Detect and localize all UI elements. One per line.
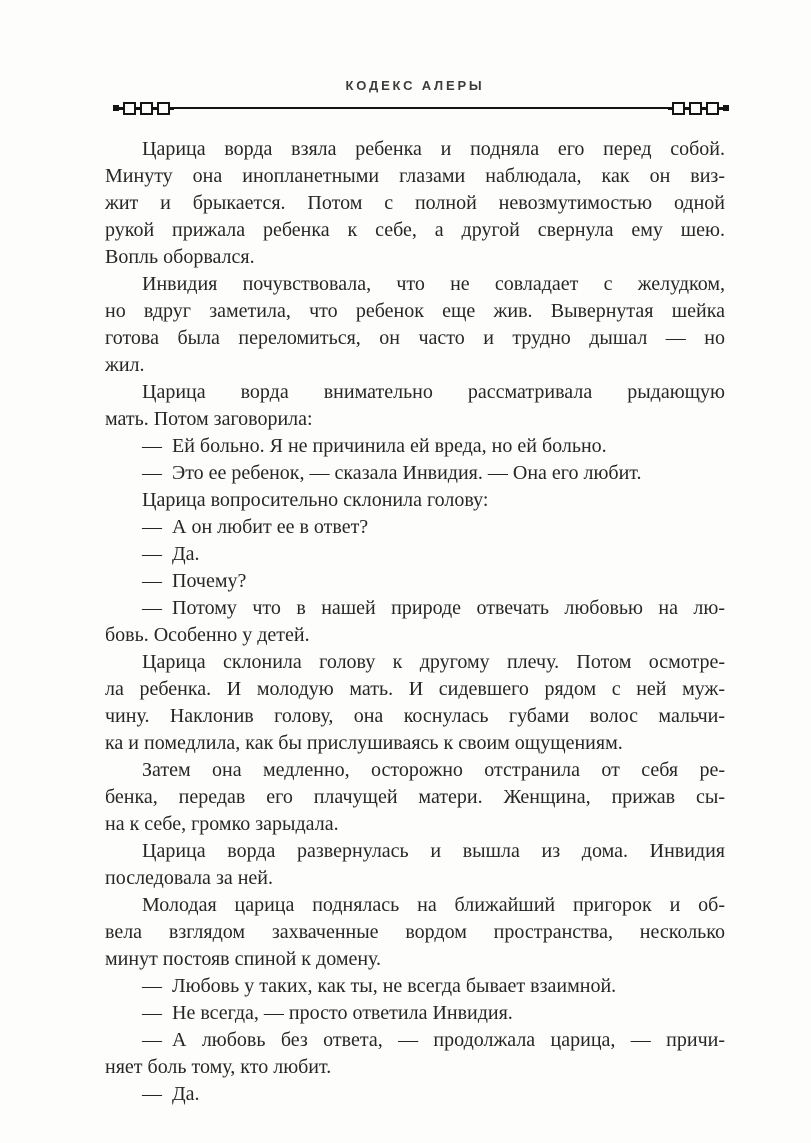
ornament-open-square (157, 102, 170, 115)
paragraph (105, 460, 725, 487)
text-line: Вопль оборвался. (105, 246, 255, 268)
paragraph (105, 1081, 725, 1108)
paragraph (105, 973, 725, 1000)
text-line: жит и брыкается. Потом с полной невозмутимостью одной (105, 192, 725, 214)
text-line: минут постояв спиной к домену. (105, 948, 382, 970)
rule-line (174, 107, 668, 109)
paragraph (105, 1000, 725, 1027)
text-line: — Почему? (142, 570, 247, 592)
ornament-open-square (123, 102, 136, 115)
text-line: бенка, передав его плачущей матери. Женщина, прижав сы- (105, 786, 725, 808)
text-line: ла ребенка. И молодую мать. И сидевшего рядом с ней муж- (105, 678, 725, 700)
text-line: последовала за ней. (105, 867, 273, 889)
paragraph (105, 379, 725, 433)
text-line: бовь. Особенно у детей. (105, 624, 310, 646)
text-line: — Да. (142, 1083, 200, 1105)
ornament-open-square (672, 102, 685, 115)
paragraph (105, 757, 725, 838)
text-line: Царица вопросительно склонила голову: (142, 489, 489, 511)
text-line: няет боль тому, кто любит. (105, 1056, 332, 1078)
text-line: Царица склонила голову к другому плечу. Потом осмотре- (142, 651, 725, 673)
text-line: Инвидия почувствовала, что не совладает с желудком, (142, 273, 725, 295)
ornament-open-square (689, 102, 702, 115)
text-line: Молодая царица поднялась на ближайший пригорок и об- (142, 894, 725, 916)
text-line: Царица ворда взяла ребенка и подняла его перед собой. (142, 138, 725, 160)
text-line: мать. Потом заговорила: (105, 408, 313, 430)
paragraph (105, 487, 725, 514)
chain-ornament-right-icon (668, 102, 729, 115)
text-line: — А любовь без ответа, — продолжала царица, — причи- (142, 1029, 725, 1051)
paragraph (105, 514, 725, 541)
chain-ornament-left-icon (113, 102, 174, 115)
text-line: — Да. (142, 543, 200, 565)
text-line: Царица ворда развернулась и вышла из дома. Инвидия (142, 840, 725, 862)
text-line: — Потому что в нашей природе отвечать любовью на лю- (142, 597, 725, 619)
text-line: — Это ее ребенок, — сказала Инвидия. — Она его любит. (142, 462, 642, 484)
paragraph (105, 541, 725, 568)
ornament-solid-square (723, 105, 729, 111)
text-line: Минуту она инопланетными глазами наблюдала, как он виз- (105, 165, 725, 187)
header-rule (113, 101, 729, 115)
text-line: ка и помедлила, как бы прислушиваясь к своим ощущениям. (105, 732, 623, 754)
paragraph (105, 838, 725, 892)
text-line: вела взглядом захваченные вордом пространства, несколько (105, 921, 725, 943)
ornament-open-square (706, 102, 719, 115)
paragraph (105, 1027, 725, 1081)
text-line: — Не всегда, — просто ответила Инвидия. (142, 1002, 513, 1024)
running-head-title: КОДЕКС АЛЕРЫ (345, 78, 485, 93)
paragraph (105, 568, 725, 595)
text-line: — Любовь у таких, как ты, не всегда бывает взаимной. (142, 975, 617, 997)
ornament-open-square (140, 102, 153, 115)
text-line: чину. Наклонив голову, она коснулась губами волос мальчи- (105, 705, 725, 727)
text-line: на к себе, громко зарыдала. (105, 813, 339, 835)
text-line: жил. (105, 354, 145, 376)
text-column (105, 136, 725, 1108)
paragraph (105, 271, 725, 379)
paragraph (105, 433, 725, 460)
paragraph (105, 595, 725, 649)
text-line: готова была переломиться, он часто и трудно дышал — но (105, 327, 725, 349)
paragraph (105, 136, 725, 271)
text-line: но вдруг заметила, что ребенок еще жив. Вывернутая шейка (105, 300, 725, 322)
text-line: — Ей больно. Я не причинила ей вреда, но ей больно. (142, 435, 607, 457)
text-line: — А он любит ее в ответ? (142, 516, 369, 538)
text-line: рукой прижала ребенка к себе, а другой свернула ему шею. (105, 219, 725, 241)
text-line: Царица ворда внимательно рассматривала рыдающую (142, 381, 725, 403)
text-line: Затем она медленно, осторожно отстранила от себя ре- (142, 759, 725, 781)
paragraph (105, 892, 725, 973)
paragraph (105, 649, 725, 757)
